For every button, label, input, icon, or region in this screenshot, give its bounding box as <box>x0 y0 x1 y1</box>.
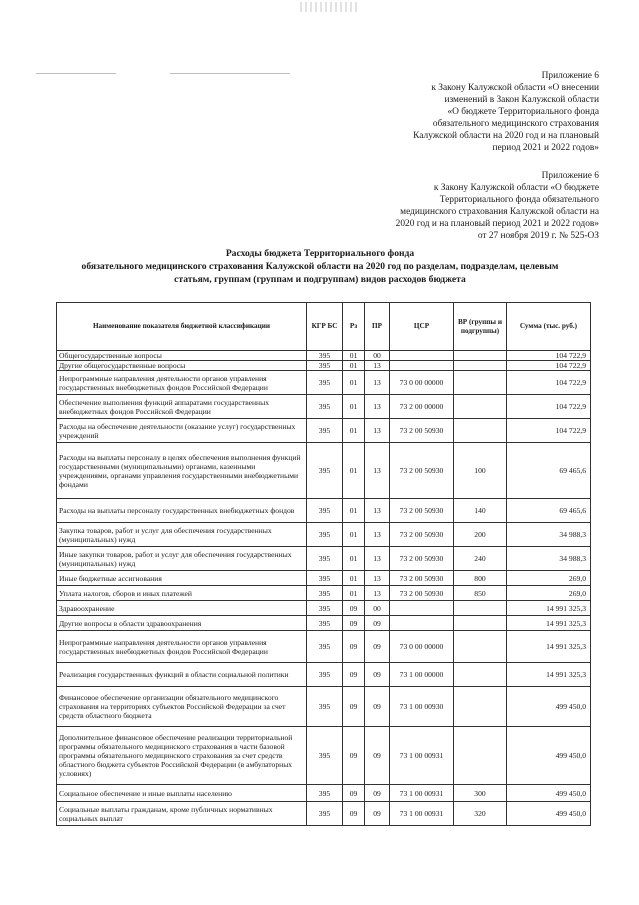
cell-sum: 104 722,9 <box>507 371 591 395</box>
cell-rz: 01 <box>343 419 365 443</box>
cell-sum: 14 991 325,3 <box>507 601 591 616</box>
table-row <box>57 395 591 419</box>
cell-sum: 14 991 325,3 <box>507 631 591 663</box>
scan-artifact <box>300 2 360 12</box>
cell-name: Расходы на выплаты персоналу в целях обеспечения выполнения функций государственными (муниципальными) органами, казенными учреждениями, органами управления государственными внебюджетными фондами <box>57 443 307 499</box>
appendix-line: период 2021 и 2022 годов» <box>492 143 599 153</box>
cell-csr: 73 1 00 00931 <box>390 802 454 826</box>
cell-sum: 499 450,0 <box>507 727 591 785</box>
cell-vr: 800 <box>454 571 507 586</box>
cell-csr <box>390 616 454 631</box>
header-csr: ЦСР <box>390 303 454 351</box>
cell-pr: 13 <box>365 499 390 523</box>
heading-line: Расходы бюджета Территориального фонда <box>225 248 415 259</box>
cell-rz: 09 <box>343 802 365 826</box>
cell-kgrbs: 395 <box>307 443 343 499</box>
cell-kgrbs: 395 <box>307 571 343 586</box>
cell-pr: 09 <box>365 802 390 826</box>
cell-vr <box>454 631 507 663</box>
cell-csr: 73 1 00 00000 <box>390 663 454 687</box>
cell-kgrbs: 395 <box>307 687 343 727</box>
scan-artifact-line <box>170 73 290 74</box>
cell-name: Расходы на выплаты персоналу государственных внебюджетных фондов <box>57 499 307 523</box>
appendix-line: от 27 ноября 2019 г. № 525-ОЗ <box>477 231 599 241</box>
cell-pr: 13 <box>365 571 390 586</box>
cell-name: Социальное обеспечение и иные выплаты населению <box>57 785 307 802</box>
cell-vr: 240 <box>454 547 507 571</box>
cell-pr: 09 <box>365 727 390 785</box>
cell-sum: 499 450,0 <box>507 687 591 727</box>
cell-rz: 01 <box>343 571 365 586</box>
table-row <box>57 523 591 547</box>
table-row <box>57 571 591 586</box>
cell-rz: 01 <box>343 371 365 395</box>
cell-name: Дополнительное финансовое обеспечение реализации территориальной программы обязательного медицинского страхования в части базовой программы обязательного медицинского страхования за счет средств областного бюджета субъектов Российской Федерации (в амбулаторных условиях) <box>57 727 307 785</box>
cell-csr: 73 2 00 50930 <box>390 571 454 586</box>
cell-name: Обеспечение выполнения функций аппаратами государственных внебюджетных фондов Российской Федерации <box>57 395 307 419</box>
cell-name: Реализация государственных функций в области социальной политики <box>57 663 307 687</box>
appendix-line: к Закону Калужской области «О внесении <box>431 83 599 93</box>
cell-kgrbs: 395 <box>307 361 343 371</box>
cell-vr: 100 <box>454 443 507 499</box>
cell-kgrbs: 395 <box>307 802 343 826</box>
cell-kgrbs: 395 <box>307 601 343 616</box>
cell-rz: 09 <box>343 601 365 616</box>
table-row <box>57 547 591 571</box>
budget-table <box>56 302 591 826</box>
appendix-line: «О бюджете Территориального фонда <box>447 107 599 117</box>
cell-rz: 01 <box>343 443 365 499</box>
cell-vr <box>454 351 507 361</box>
cell-csr: 73 0 00 00000 <box>390 631 454 663</box>
cell-kgrbs: 395 <box>307 586 343 601</box>
cell-csr: 73 2 00 00000 <box>390 395 454 419</box>
cell-pr: 13 <box>365 586 390 601</box>
table-row <box>57 371 591 395</box>
table-row <box>57 586 591 601</box>
cell-csr: 73 2 00 50930 <box>390 419 454 443</box>
table-row <box>57 687 591 727</box>
cell-pr: 09 <box>365 687 390 727</box>
table-row <box>57 785 591 802</box>
cell-csr: 73 0 00 00000 <box>390 371 454 395</box>
cell-vr <box>454 601 507 616</box>
appendix-note-amendment <box>413 70 599 154</box>
cell-name: Иные бюджетные ассигнования <box>57 571 307 586</box>
cell-name: Общегосударственные вопросы <box>57 351 307 361</box>
cell-csr: 73 1 00 00931 <box>390 727 454 785</box>
cell-pr: 13 <box>365 443 390 499</box>
cell-rz: 09 <box>343 727 365 785</box>
cell-kgrbs: 395 <box>307 351 343 361</box>
cell-kgrbs: 395 <box>307 727 343 785</box>
table-row <box>57 361 591 371</box>
cell-name: Другие вопросы в области здравоохранения <box>57 616 307 631</box>
cell-name: Финансовое обеспечение организации обязательного медицинского страхования на территориях субъектов Российской Федерации за счет средств областного бюджета <box>57 687 307 727</box>
header-kgrbs: КГР БС <box>307 303 343 351</box>
cell-sum: 104 722,9 <box>507 419 591 443</box>
cell-sum: 14 991 325,3 <box>507 663 591 687</box>
cell-vr <box>454 395 507 419</box>
cell-pr: 13 <box>365 523 390 547</box>
cell-vr <box>454 371 507 395</box>
cell-rz: 09 <box>343 785 365 802</box>
cell-pr: 00 <box>365 351 390 361</box>
cell-vr <box>454 663 507 687</box>
cell-name: Социальные выплаты гражданам, кроме публичных нормативных социальных выплат <box>57 802 307 826</box>
cell-rz: 09 <box>343 687 365 727</box>
table-row <box>57 631 591 663</box>
cell-pr: 13 <box>365 395 390 419</box>
cell-kgrbs: 395 <box>307 616 343 631</box>
cell-csr <box>390 351 454 361</box>
cell-sum: 69 465,6 <box>507 443 591 499</box>
cell-name: Другие общегосударственные вопросы <box>57 361 307 371</box>
cell-vr <box>454 361 507 371</box>
cell-sum: 269,0 <box>507 586 591 601</box>
appendix-line: изменений в Закон Калужской области <box>444 95 599 105</box>
cell-sum: 14 991 325,3 <box>507 616 591 631</box>
table-row <box>57 351 591 361</box>
appendix-line: Территориального фонда обязательного <box>439 195 599 205</box>
cell-name: Здравоохранение <box>57 601 307 616</box>
cell-vr <box>454 687 507 727</box>
cell-vr: 850 <box>454 586 507 601</box>
header-pr: ПР <box>365 303 390 351</box>
appendix-line: к Закону Калужской области «О бюджете <box>433 183 599 193</box>
cell-vr <box>454 419 507 443</box>
cell-kgrbs: 395 <box>307 785 343 802</box>
appendix-line: медицинского страхования Калужской области на <box>400 207 599 217</box>
cell-pr: 09 <box>365 631 390 663</box>
cell-pr: 13 <box>365 547 390 571</box>
cell-name: Непрограммные направления деятельности органов управления государственных внебюджетных фондов Российской Федерации <box>57 631 307 663</box>
cell-vr <box>454 727 507 785</box>
cell-kgrbs: 395 <box>307 395 343 419</box>
cell-kgrbs: 395 <box>307 523 343 547</box>
cell-vr: 200 <box>454 523 507 547</box>
header-rz: Рз <box>343 303 365 351</box>
cell-rz: 01 <box>343 395 365 419</box>
cell-vr: 300 <box>454 785 507 802</box>
cell-kgrbs: 395 <box>307 419 343 443</box>
cell-pr: 00 <box>365 601 390 616</box>
cell-name: Иные закупки товаров, работ и услуг для обеспечения государственных (муниципальных) нужд <box>57 547 307 571</box>
heading-line: статьям, группам (группам и подгруппам) видов расходов бюджета <box>174 274 466 285</box>
cell-sum: 34 988,3 <box>507 523 591 547</box>
table-row <box>57 499 591 523</box>
cell-vr: 140 <box>454 499 507 523</box>
appendix-line: Калужской области на 2020 год и на плановый <box>413 131 599 141</box>
cell-csr <box>390 601 454 616</box>
cell-kgrbs: 395 <box>307 547 343 571</box>
cell-name: Непрограммные направления деятельности органов управления государственных внебюджетных фондов Российской Федерации <box>57 371 307 395</box>
header-sum: Сумма (тыс. руб.) <box>507 303 591 351</box>
cell-csr: 73 2 00 50930 <box>390 547 454 571</box>
cell-sum: 104 722,9 <box>507 395 591 419</box>
cell-csr: 73 2 00 50930 <box>390 443 454 499</box>
cell-sum: 499 450,0 <box>507 802 591 826</box>
table-row <box>57 601 591 616</box>
appendix-line: Приложение 6 <box>541 171 599 181</box>
cell-pr: 09 <box>365 785 390 802</box>
cell-rz: 01 <box>343 523 365 547</box>
header-name: Наименование показателя бюджетной классификации <box>57 303 307 351</box>
table-row <box>57 727 591 785</box>
cell-kgrbs: 395 <box>307 499 343 523</box>
cell-sum: 104 722,9 <box>507 351 591 361</box>
cell-pr: 13 <box>365 361 390 371</box>
appendix-line: Приложение 6 <box>541 71 599 81</box>
cell-sum: 69 465,6 <box>507 499 591 523</box>
cell-rz: 09 <box>343 616 365 631</box>
cell-rz: 09 <box>343 663 365 687</box>
cell-kgrbs: 395 <box>307 371 343 395</box>
table-header-row <box>57 303 591 351</box>
cell-csr <box>390 361 454 371</box>
cell-name: Уплата налогов, сборов и иных платежей <box>57 586 307 601</box>
cell-rz: 09 <box>343 631 365 663</box>
header-vr: ВР (группы и подгруппы) <box>454 303 507 351</box>
cell-sum: 269,0 <box>507 571 591 586</box>
table-row <box>57 419 591 443</box>
cell-pr: 09 <box>365 663 390 687</box>
cell-csr: 73 1 00 00930 <box>390 687 454 727</box>
cell-kgrbs: 395 <box>307 631 343 663</box>
cell-pr: 13 <box>365 419 390 443</box>
cell-rz: 01 <box>343 499 365 523</box>
cell-csr: 73 2 00 50930 <box>390 523 454 547</box>
cell-rz: 01 <box>343 586 365 601</box>
cell-rz: 01 <box>343 361 365 371</box>
scan-artifact-line <box>36 73 116 74</box>
cell-sum: 104 722,9 <box>507 361 591 371</box>
cell-csr: 73 2 00 50930 <box>390 499 454 523</box>
cell-sum: 499 450,0 <box>507 785 591 802</box>
appendix-line: обязательного медицинского страхования <box>432 119 599 129</box>
cell-vr <box>454 616 507 631</box>
cell-pr: 13 <box>365 371 390 395</box>
table-row <box>57 663 591 687</box>
cell-sum: 34 988,3 <box>507 547 591 571</box>
cell-kgrbs: 395 <box>307 663 343 687</box>
cell-name: Расходы на обеспечение деятельности (оказание услуг) государственных учреждений <box>57 419 307 443</box>
cell-rz: 01 <box>343 351 365 361</box>
cell-csr: 73 2 00 50930 <box>390 586 454 601</box>
appendix-line: 2020 год и на плановый период 2021 и 2022 годов» <box>395 219 599 229</box>
cell-csr: 73 1 00 00931 <box>390 785 454 802</box>
cell-rz: 01 <box>343 547 365 571</box>
table-row <box>57 802 591 826</box>
cell-name: Закупка товаров, работ и услуг для обеспечения государственных (муниципальных) нужд <box>57 523 307 547</box>
cell-vr: 320 <box>454 802 507 826</box>
appendix-note-original <box>396 170 599 242</box>
table-row <box>57 443 591 499</box>
document-heading <box>50 247 590 286</box>
cell-pr: 09 <box>365 616 390 631</box>
table-row <box>57 616 591 631</box>
heading-line: обязательного медицинского страхования Калужской области на 2020 год по разделам, подразделам, целевым <box>81 261 559 272</box>
